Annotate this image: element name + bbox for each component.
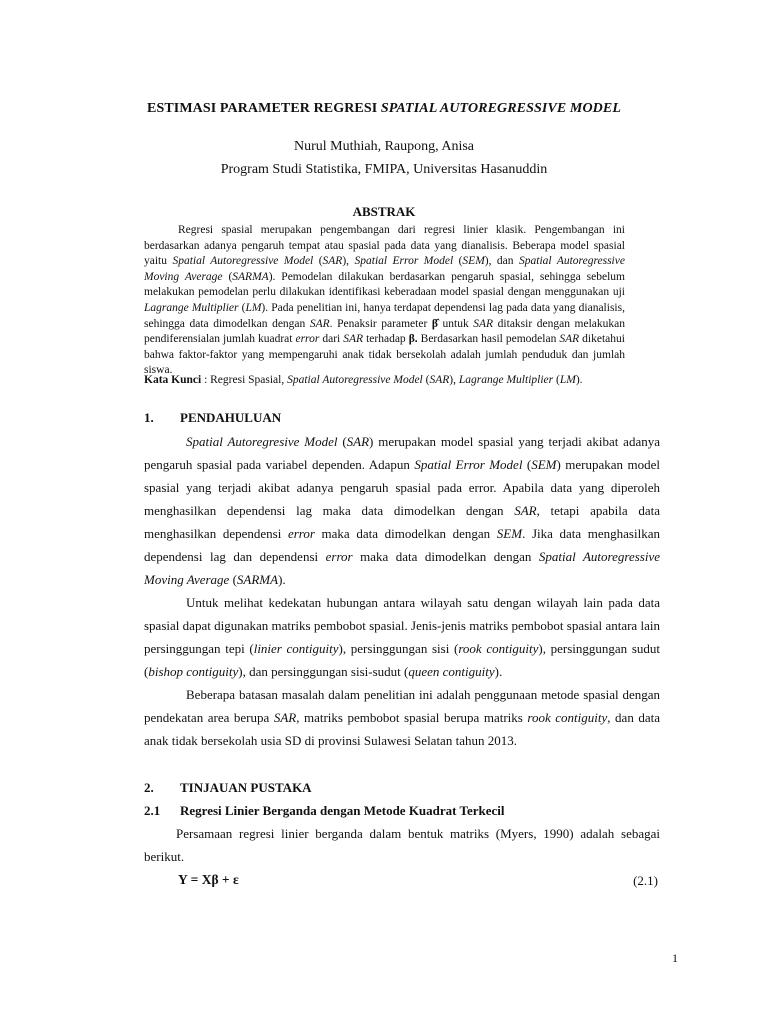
text-run: , dan data anak tidak bersekolah usia SD di provinsi Sulawesi Selatan tahun 2013.	[144, 710, 661, 748]
text-run: ),	[342, 255, 355, 268]
paper-title	[0, 101, 768, 117]
text-run: Berdasarkan hasil pemodelan	[417, 333, 560, 346]
page-number: 1	[672, 951, 678, 965]
text-run: diketahui bahwa faktor-faktor yang mempengaruhi anak tidak bersekolah adalah jumlah penduduk dan jumlah siswa.	[144, 333, 625, 377]
text-run: ).	[278, 572, 286, 587]
text-run: Spatial Autoregressive Model	[172, 255, 314, 268]
text-run: queen contiguity	[408, 664, 495, 679]
paper-title-main: ESTIMASI PARAMETER REGRESI	[147, 101, 381, 116]
text-run: ), dan persinggungan sisi-sudut (	[238, 664, 409, 679]
text-run: rook contiguity	[527, 710, 608, 725]
text-run: ) merupakan model spasial yang terjadi akibat adanya pengaruh spasial pada error. Apabila data yang diperoleh menghasilkan dependensi lag maka data dimodelkan dengan	[144, 457, 660, 518]
keywords-line	[144, 374, 664, 386]
text-run: SEM	[462, 255, 485, 268]
text-run: maka data dimodelkan dengan	[314, 526, 497, 541]
paper-affiliation: Program Studi Statistika, FMIPA, Universitas Hasanuddin	[220, 162, 548, 177]
text-run: SAR	[346, 434, 370, 449]
text-run: error	[295, 333, 320, 346]
text-run: (	[522, 457, 532, 472]
text-run: SAR	[273, 710, 297, 725]
text-run: . Penaksir parameter	[329, 317, 432, 330]
text-run: ). Pemodelan dilakukan berdasarkan pengaruh spasial, sehingga sebelum melakukan pemodelan perlu dilakukan identifikasi keberadaan model spasial dengan menggunakan uji	[144, 270, 625, 299]
text-run: Spatial Autoregressive Model	[287, 374, 423, 386]
section-1-paragraph-1	[144, 430, 660, 591]
text-run: SAR	[309, 317, 330, 330]
text-run: Spatial Autoregressive Moving Average	[144, 549, 660, 587]
text-run: Spatial Autoregresive Model	[186, 434, 338, 449]
text-run: (	[222, 270, 233, 283]
text-run: bishop contiguity	[148, 664, 239, 679]
text-run: ), persinggungan sudut (	[144, 641, 660, 679]
text-run: linier contiguity	[253, 641, 339, 656]
text-run: LM	[245, 301, 262, 314]
text-run: (	[422, 374, 430, 386]
section-1-title: PENDAHULUAN	[180, 410, 282, 425]
text-run: β.	[408, 333, 418, 346]
text-run: ditaksir dengan melakukan pendiferensialan jumlah kuadrat	[144, 317, 625, 346]
text-run: β̂	[431, 317, 438, 330]
text-run: Spatial Error Model	[354, 255, 454, 268]
text-run: ) merupakan model spasial yang terjadi akibat adanya pengaruh spasial pada variabel dependen. Adapun	[144, 434, 660, 472]
paper-title-italic: SPATIAL AUTOREGRESSIVE MODEL	[380, 101, 621, 116]
text-run: maka data dimodelkan dengan	[352, 549, 539, 564]
abstract-text	[144, 223, 625, 379]
text-run: error	[287, 526, 315, 541]
text-run: Beberapa batasan masalah dalam penelitian ini adalah penggunaan metode spasial dengan pendekatan area berupa	[144, 687, 660, 725]
text-run: SAR	[429, 374, 450, 386]
text-run: (	[313, 255, 323, 268]
section-2-paragraph: Persamaan regresi linier berganda dalam bentuk matriks (Myers, 1990) adalah sebagai berikut.	[144, 826, 660, 864]
keywords-label: Kata Kunci	[144, 374, 202, 386]
text-run: SAR	[322, 255, 343, 268]
subsection-2-1-title: Regresi Linier Berganda dengan Metode Kuadrat Terkecil	[180, 803, 505, 818]
section-1-paragraph-2	[144, 591, 660, 683]
text-run: rook contiguity	[458, 641, 539, 656]
text-run: ), persinggungan sisi (	[338, 641, 459, 656]
text-run: error	[325, 549, 353, 564]
text-run: (	[238, 301, 246, 314]
text-run: ).	[575, 374, 583, 386]
text-run: (	[229, 572, 237, 587]
equation-2-1: Y = Xβ + ε	[178, 872, 239, 887]
equation-number: (2.1)	[633, 873, 658, 888]
text-run: ). Pada penelitian ini, hanya terdapat dependensi lag pada data yang dianalisis, sehingga data dimodelkan dengan	[144, 301, 625, 330]
text-run: (	[337, 434, 347, 449]
text-run: Spatial Autoregressive Moving Average	[144, 255, 625, 283]
text-run: Untuk melihat kedekatan hubungan antara wilayah satu dengan wilayah lain pada data spasial dapat digunakan matriks pembobot spasial. Jenis-jenis matriks pembobot spasial antara lain persinggungan tepi (	[144, 595, 660, 656]
text-run: SARMA	[236, 572, 279, 587]
text-run: dari	[319, 333, 344, 346]
keywords-list	[201, 374, 582, 386]
text-run: ).	[494, 664, 503, 679]
text-run: terhadap	[363, 333, 409, 346]
text-run: (	[553, 374, 560, 386]
text-run: Spatial Error Model	[414, 457, 523, 472]
text-run: SAR	[473, 317, 494, 330]
text-run: SAR	[559, 333, 580, 346]
abstract-heading: ABSTRAK	[352, 204, 416, 219]
text-run: SAR	[343, 333, 364, 346]
text-run: , tetapi apabila data menghasilkan dependensi	[144, 503, 660, 541]
text-run: ), dan	[484, 255, 519, 268]
text-run: SARMA	[232, 270, 269, 283]
text-run: . Jika data menghasilkan dependensi lag dan dependensi	[144, 526, 660, 564]
section-1-number: 1.	[144, 410, 154, 425]
subsection-2-1-number: 2.1	[144, 803, 161, 818]
paper-authors: Nurul Muthiah, Raupong, Anisa	[293, 139, 475, 154]
section-2-number: 2.	[144, 780, 154, 795]
text-run: untuk	[437, 317, 474, 330]
section-1-paragraph-3	[144, 683, 660, 752]
section-2-title: TINJAUAN PUSTAKA	[180, 780, 312, 795]
text-run: , matriks pembobot spasial berupa matriks	[296, 710, 528, 725]
text-run: Regresi spasial merupakan pengembangan dari regresi linier klasik. Pengembangan ini berdasarkan adanya pengaruh tempat atau spasial pada data yang dianalisis. Beberapa model spasial yaitu	[144, 224, 625, 268]
text-run: SEM	[496, 526, 523, 541]
text-run: ),	[449, 374, 459, 386]
text-run: LM	[559, 374, 576, 386]
text-run: Lagrange Multiplier	[144, 301, 239, 314]
text-run: (	[453, 255, 463, 268]
text-run: : Regresi Spasial,	[201, 374, 288, 386]
text-run: SEM	[531, 457, 557, 472]
text-run: Lagrange Multiplier	[458, 374, 554, 386]
text-run: SAR	[514, 503, 537, 518]
